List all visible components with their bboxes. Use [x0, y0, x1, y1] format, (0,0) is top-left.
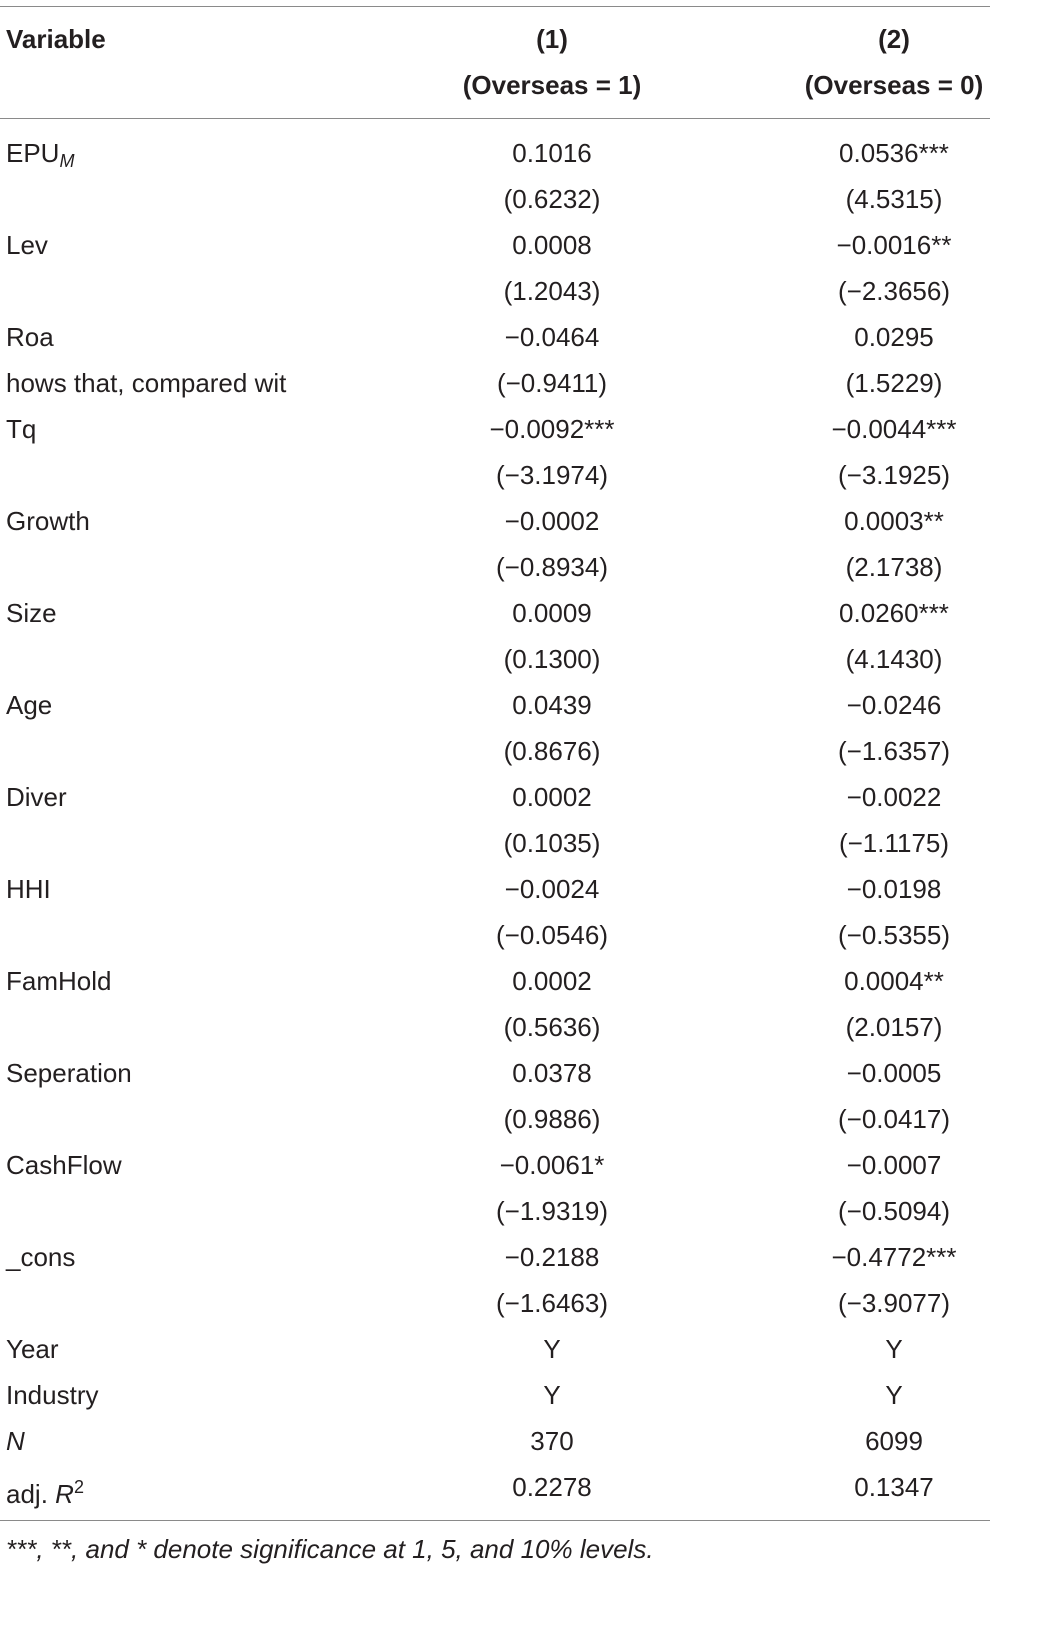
col2-value: −0.0016**	[836, 230, 952, 260]
col1-value: 0.0002	[512, 966, 592, 996]
col2-value: (−0.5094)	[837, 1196, 951, 1226]
table-row	[0, 1372, 1040, 1418]
col1-value: −0.0464	[504, 322, 600, 352]
col2-value: (1.5229)	[845, 368, 943, 398]
header-col2-number: (2)	[878, 24, 910, 54]
col2-value: (2.1738)	[845, 552, 943, 582]
table-row	[0, 268, 1040, 314]
col2-value: 0.0260***	[839, 598, 949, 628]
row-label: Growth	[6, 506, 90, 536]
col2-value: (4.5315)	[845, 184, 943, 214]
row-label: Age	[6, 690, 53, 720]
col1-value: 0.0002	[512, 782, 592, 812]
table-row	[0, 498, 1040, 544]
col1-value: 0.0009	[512, 598, 592, 628]
row-label: Size	[6, 598, 57, 628]
row-label: HHI	[6, 874, 51, 904]
row-label: Industry	[6, 1380, 99, 1410]
header-col1-label: (Overseas = 1)	[462, 70, 642, 100]
col2-value: 0.0004**	[844, 966, 944, 996]
col1-value: −0.2188	[504, 1242, 600, 1272]
table-row	[0, 1142, 1040, 1188]
col1-value: 0.0378	[512, 1058, 592, 1088]
table-row	[0, 1234, 1040, 1280]
table-row	[0, 820, 1040, 866]
header-col1-number: (1)	[536, 24, 568, 54]
row-label: Lev	[6, 230, 48, 260]
col1-value: 0.0439	[512, 690, 592, 720]
col2-value: (−3.1925)	[837, 460, 951, 490]
table-row	[0, 452, 1040, 498]
table-row	[0, 866, 1040, 912]
col1-value: 370	[530, 1426, 574, 1456]
col2-value: (4.1430)	[845, 644, 943, 674]
col2-value: Y	[885, 1380, 903, 1410]
col1-value: (0.9886)	[503, 1104, 601, 1134]
table-row	[0, 1418, 1040, 1464]
col2-value: −0.0246	[846, 690, 942, 720]
table-row	[0, 1050, 1040, 1096]
top-rule	[0, 6, 990, 7]
col2-value: 0.0295	[854, 322, 934, 352]
table-row	[0, 1004, 1040, 1050]
col1-value: (−0.0546)	[495, 920, 609, 950]
header-variable: Variable	[6, 24, 106, 54]
footnote: ***, **, and * denote significance at 1, 5, and 10% levels.	[6, 1534, 654, 1564]
col1-value: (0.1300)	[503, 644, 601, 674]
col1-value: (0.1035)	[503, 828, 601, 858]
header-rule	[0, 118, 990, 119]
row-label: adj. $R^2$	[6, 1477, 84, 1509]
col1-value: (−1.6463)	[495, 1288, 609, 1318]
table-row	[0, 636, 1040, 682]
col1-value: (0.5636)	[503, 1012, 601, 1042]
row-label: CashFlow	[6, 1150, 122, 1180]
table-row	[0, 314, 1040, 360]
table-row	[0, 176, 1040, 222]
table-row	[0, 544, 1040, 590]
row-label: FamHold	[6, 966, 112, 996]
col2-value: (−0.0417)	[837, 1104, 951, 1134]
col2-value: (−2.3656)	[837, 276, 951, 306]
table-row	[0, 222, 1040, 268]
row-label: N	[6, 1426, 25, 1456]
col1-value: 0.2278	[512, 1472, 592, 1502]
col1-value: −0.0092***	[489, 414, 615, 444]
table-row	[0, 1280, 1040, 1326]
table-row	[0, 912, 1040, 958]
col2-value: (−1.1175)	[838, 828, 950, 858]
table-row	[0, 590, 1040, 636]
col2-value: (−1.6357)	[837, 736, 951, 766]
col2-value: −0.0022	[846, 782, 942, 812]
col1-value: Y	[543, 1380, 561, 1410]
col1-value: (−1.9319)	[495, 1196, 609, 1226]
table-row	[0, 1096, 1040, 1142]
row-label: Seperation	[6, 1058, 132, 1088]
table-row	[0, 406, 1040, 452]
col2-value: (2.0157)	[845, 1012, 943, 1042]
table-row	[0, 360, 1040, 406]
col1-value: (1.2043)	[503, 276, 601, 306]
table-row	[0, 1188, 1040, 1234]
table-row	[0, 774, 1040, 820]
col1-value: −0.0002	[504, 506, 600, 536]
col1-value: (−0.8934)	[495, 552, 609, 582]
col2-value: Y	[885, 1334, 903, 1364]
row-label: _cons	[6, 1242, 76, 1272]
col2-value: −0.0007	[846, 1150, 942, 1180]
row-label: $EPU_M$	[6, 138, 75, 171]
col1-value: −0.0024	[504, 874, 600, 904]
row-label: Tq	[6, 414, 37, 444]
col2-value: −0.0198	[846, 874, 942, 904]
col2-value: 0.1347	[854, 1472, 934, 1502]
col2-value: (−0.5355)	[837, 920, 951, 950]
table-row	[0, 682, 1040, 728]
table-row	[0, 728, 1040, 774]
table-row	[0, 1326, 1040, 1372]
col2-value: (−3.9077)	[837, 1288, 951, 1318]
header-col2-label: (Overseas = 0)	[804, 70, 984, 100]
row-label: hows that, compared wit	[6, 368, 287, 398]
col1-value: Y	[543, 1334, 561, 1364]
col2-value: 0.0003**	[844, 506, 944, 536]
row-label: Year	[6, 1334, 59, 1364]
col1-value: −0.0061*	[499, 1150, 605, 1180]
col2-value: 6099	[865, 1426, 923, 1456]
col2-value: −0.0005	[846, 1058, 942, 1088]
col2-value: −0.0044***	[831, 414, 957, 444]
col1-value: (0.6232)	[503, 184, 601, 214]
col1-value: 0.0008	[512, 230, 592, 260]
table-row	[0, 130, 1040, 176]
table-row	[0, 1464, 1040, 1510]
col1-value: (−3.1974)	[495, 460, 609, 490]
col1-value: (0.8676)	[503, 736, 601, 766]
row-label: Diver	[6, 782, 67, 812]
table-row	[0, 958, 1040, 1004]
row-label: Roa	[6, 322, 54, 352]
col2-value: −0.4772***	[831, 1242, 957, 1272]
col1-value: 0.1016	[512, 138, 592, 168]
col2-value: 0.0536***	[839, 138, 949, 168]
bottom-rule	[0, 1520, 990, 1521]
col1-value: (−0.9411)	[496, 368, 608, 398]
